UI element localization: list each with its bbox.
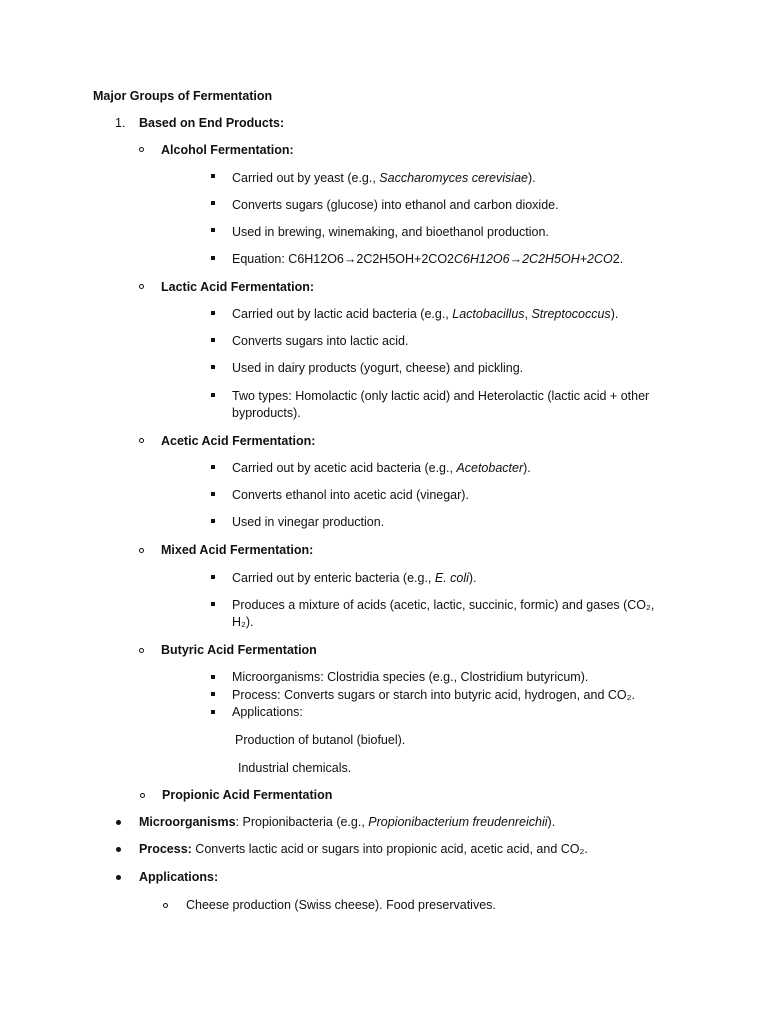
list-item: Carried out by yeast (e.g., Saccharomyces cerevisiae). [232, 171, 536, 185]
list-item: Used in brewing, winemaking, and bioethanol production. [232, 225, 549, 239]
list-item-continuation: H₂). [232, 615, 254, 629]
round-bullet-icon [116, 820, 121, 825]
square-bullet-icon [211, 692, 215, 696]
list-item: Carried out by enteric bacteria (e.g., E. coli). [232, 571, 477, 585]
square-bullet-icon [211, 602, 215, 606]
subsection-heading-alcohol: Alcohol Fermentation: [161, 143, 294, 157]
square-bullet-icon [211, 492, 215, 496]
list-item: Equation: C6H12O6→2C2H5OH+2CO2C6H12O6→2C2H5OH+2CO2. [232, 252, 624, 266]
square-bullet-icon [211, 393, 215, 397]
circle-bullet-icon [139, 147, 144, 152]
list-item: Carried out by acetic acid bacteria (e.g., Acetobacter). [232, 461, 531, 475]
square-bullet-icon [211, 228, 215, 232]
plain-text-item: Industrial chemicals. [238, 761, 352, 775]
page-title: Major Groups of Fermentation [93, 89, 273, 103]
subsection-heading-lactic: Lactic Acid Fermentation: [161, 280, 315, 294]
list-item: Microorganisms: Clostridia species (e.g., Clostridium butyricum). [232, 670, 589, 684]
list-item: Cheese production (Swiss cheese). Food preservatives. [186, 898, 496, 912]
square-bullet-icon [211, 675, 215, 679]
square-bullet-icon [211, 311, 215, 315]
square-bullet-icon [211, 465, 215, 469]
list-item: Used in vinegar production. [232, 515, 385, 529]
list-item: Converts ethanol into acetic acid (vinegar). [232, 488, 469, 502]
list-item: Carried out by lactic acid bacteria (e.g., Lactobacillus, Streptococcus). [232, 307, 619, 321]
circle-bullet-icon [139, 284, 144, 289]
list-item: Converts sugars (glucose) into ethanol and carbon dioxide. [232, 198, 559, 212]
square-bullet-icon [211, 365, 215, 369]
list-item: Process: Converts lactic acid or sugars into propionic acid, acetic acid, and CO₂. [139, 842, 588, 856]
subsection-heading-propionic: Propionic Acid Fermentation [162, 788, 333, 802]
round-bullet-icon [116, 847, 121, 852]
square-bullet-icon [211, 201, 215, 205]
square-bullet-icon [211, 174, 215, 178]
list-item: Two types: Homolactic (only lactic acid) and Heterolactic (lactic acid + other [232, 389, 650, 403]
square-bullet-icon [211, 575, 215, 579]
list-item: Applications: [139, 870, 219, 884]
section-heading: Based on End Products: [139, 116, 285, 130]
list-item-continuation: byproducts). [232, 406, 301, 420]
round-bullet-icon [116, 875, 121, 880]
list-item: Applications: [232, 705, 303, 719]
square-bullet-icon [211, 519, 215, 523]
list-item: Microorganisms: Propionibacteria (e.g., Propionibacterium freudenreichii). [139, 815, 556, 829]
list-number: 1. [115, 116, 126, 130]
subsection-heading-butyric: Butyric Acid Fermentation [161, 643, 317, 657]
circle-bullet-icon [163, 903, 168, 908]
circle-bullet-icon [139, 648, 144, 653]
list-item: Used in dairy products (yogurt, cheese) and pickling. [232, 361, 524, 375]
list-item: Produces a mixture of acids (acetic, lactic, succinic, formic) and gases (CO₂, [232, 598, 655, 612]
list-item: Process: Converts sugars or starch into butyric acid, hydrogen, and CO₂. [232, 688, 635, 702]
circle-bullet-icon [139, 438, 144, 443]
square-bullet-icon [211, 256, 215, 260]
circle-bullet-icon [139, 548, 144, 553]
list-item: Converts sugars into lactic acid. [232, 334, 409, 348]
subsection-heading-mixed: Mixed Acid Fermentation: [161, 543, 314, 557]
circle-bullet-icon [140, 793, 145, 798]
square-bullet-icon [211, 710, 215, 714]
subsection-heading-acetic: Acetic Acid Fermentation: [161, 434, 316, 448]
square-bullet-icon [211, 338, 215, 342]
plain-text-item: Production of butanol (biofuel). [235, 733, 406, 747]
